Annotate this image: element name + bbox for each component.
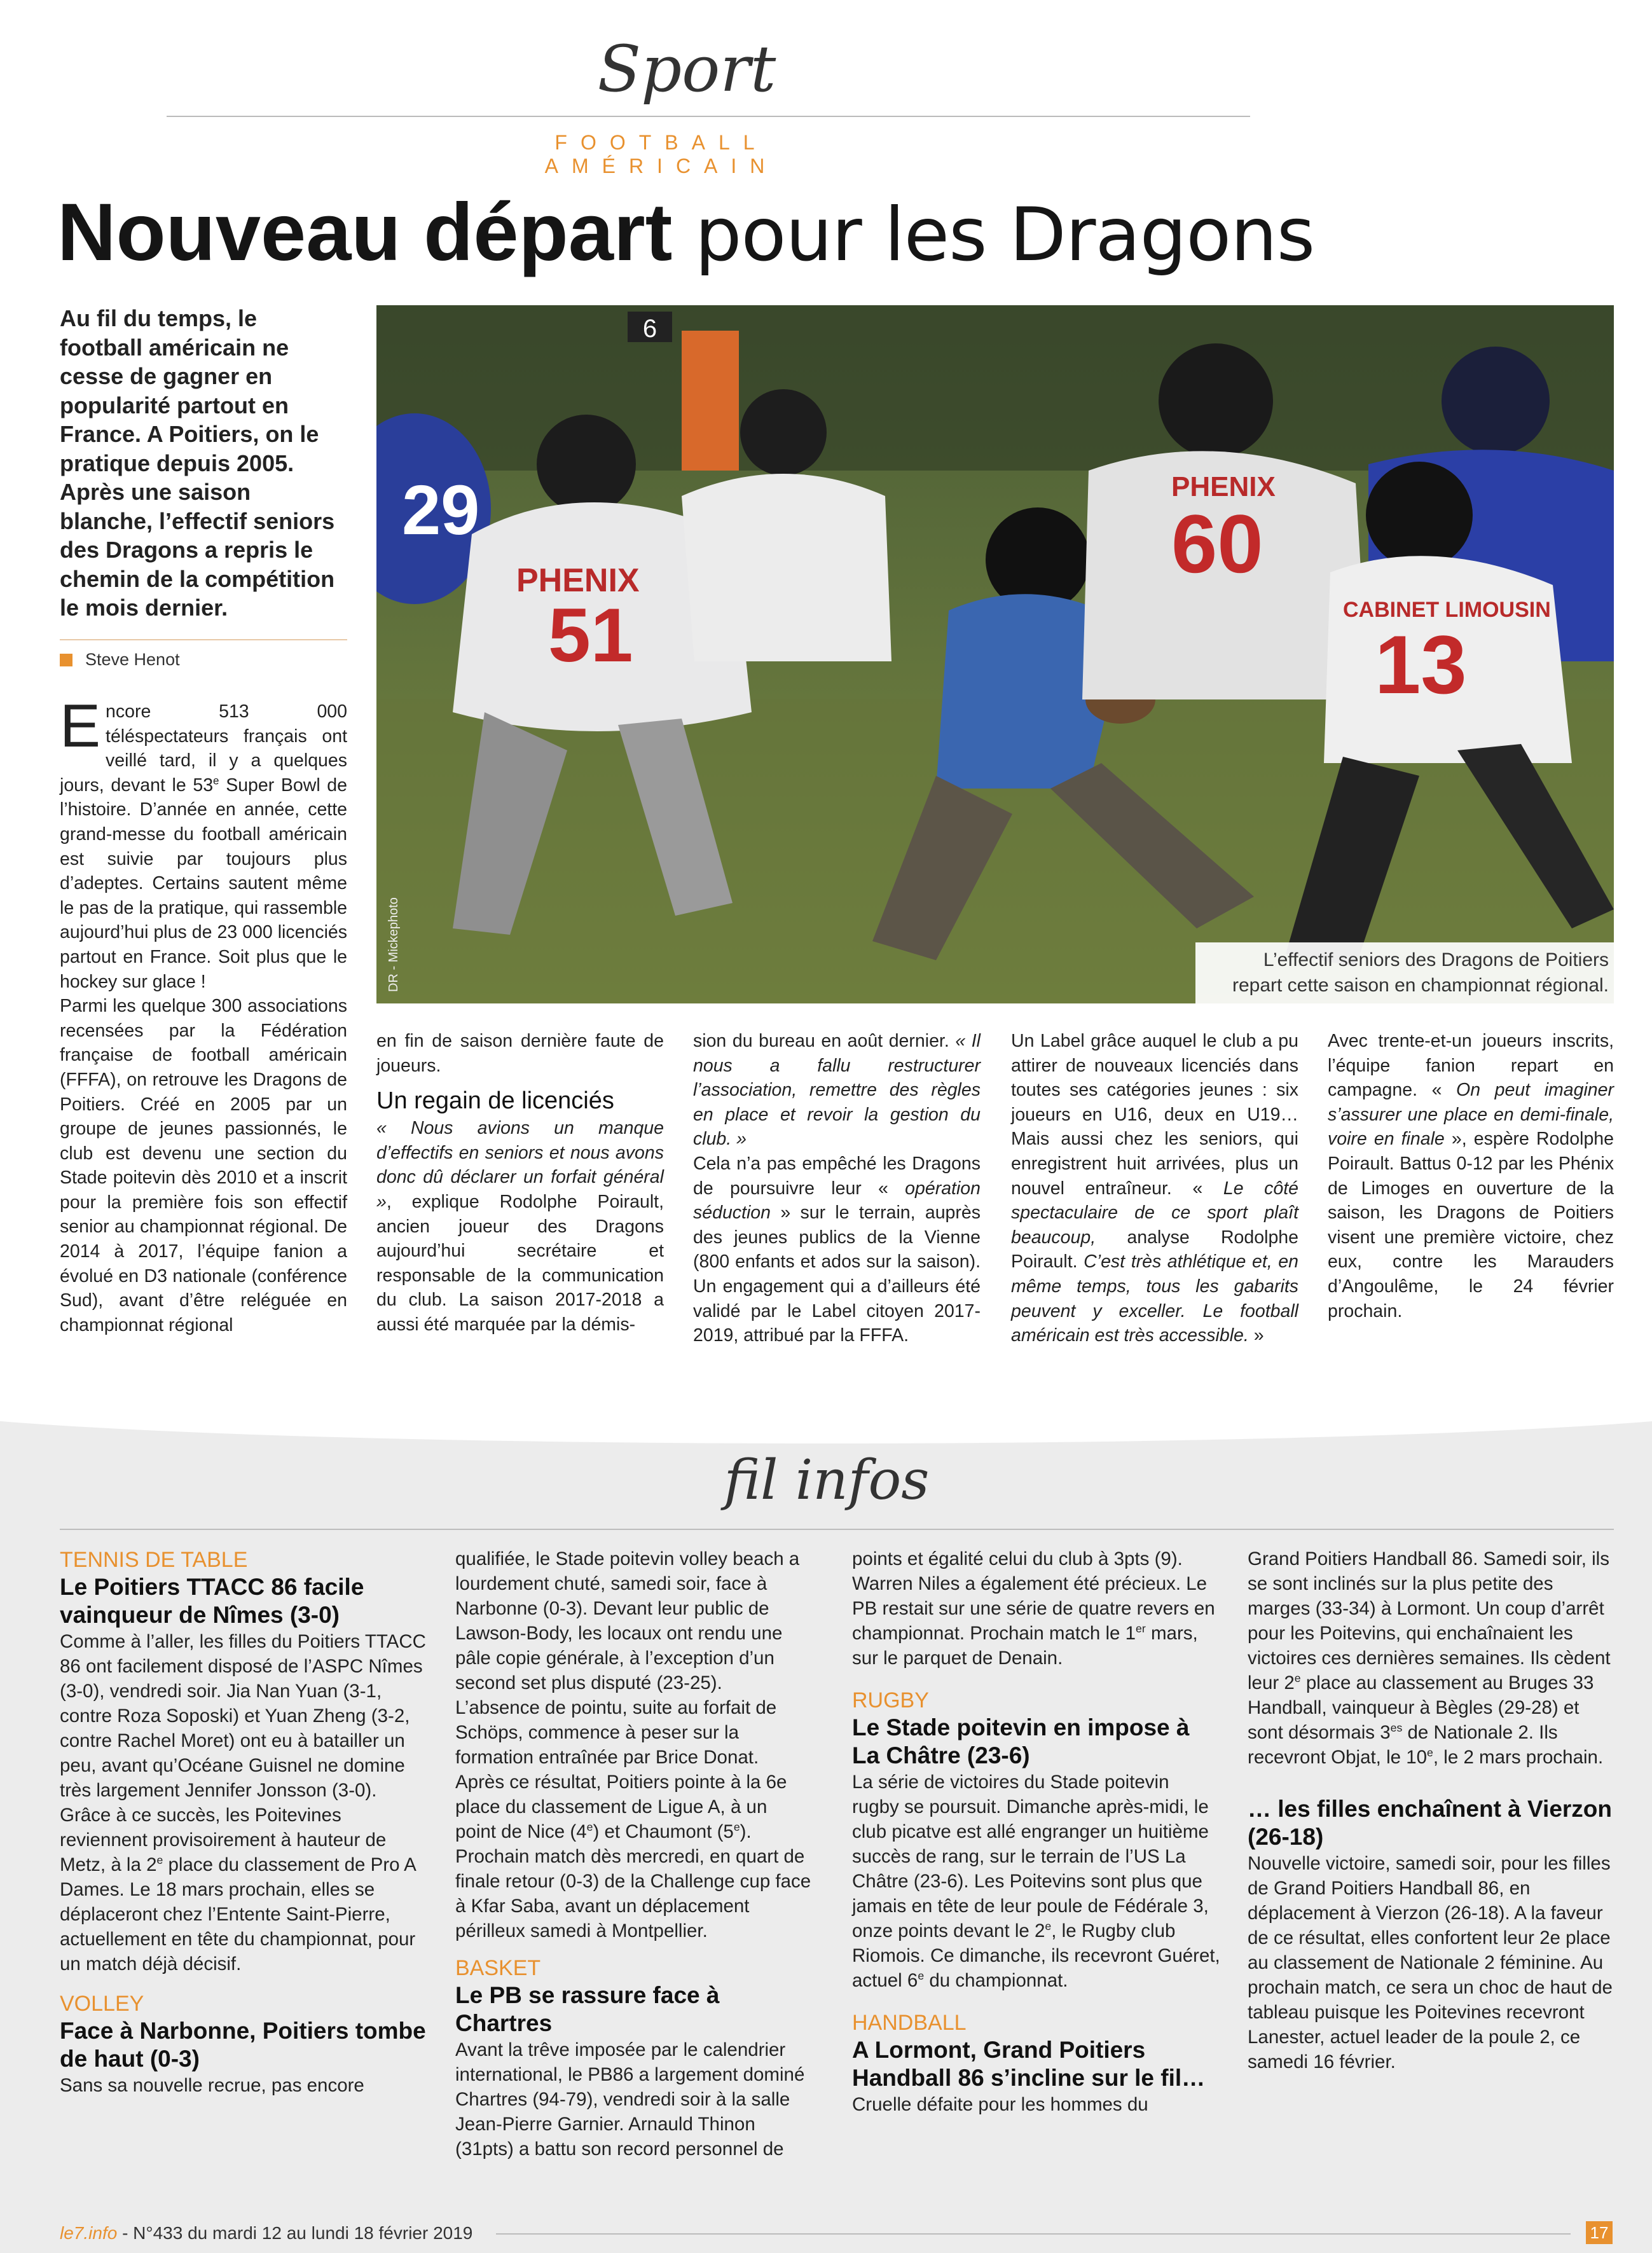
category-volley: VOLLEY: [60, 1992, 144, 2016]
category-handball: HANDBALL: [852, 2011, 967, 2035]
footer-issue: - N°433 du mardi 12 au lundi 18 février 2019: [117, 2223, 473, 2243]
author-byline: [60, 650, 347, 670]
article-photo: [376, 305, 1614, 1003]
rugby-title: Le Stade poitevin en impose à La Châtre (23-6): [852, 1714, 1190, 1768]
tennis-body-a: Comme à l’aller, les filles du Poitiers TTACC 86 ont facilement disposé de l’ASPC Nîmes (3-0), vendredi soir. Jia Nan Yuan (3-1, contre Roza Soposki) et Yuan Zheng (3-2, contre Rachel Moret) ont eu à batailler un peu, avant qu’Océane Guisnel ne domine très largement Jennifer Jonsson (3-0). Grâce à ce succès, les Poitevines reviennent provisoirement à hauteur de Metz, à la 2: [60, 1631, 426, 1875]
col1-text-c: Parmi les quelque 300 associations recensées par la Fédération française de football américain (FFFA), on retrouve les Dragons de Poitiers. Créé en 2005 par un groupe de jeunes passionnés, le club est devenu une section du Stade poitevin dès 2010 et a inscrit pour la première fois son effectif senior au championnat régional. De 2014 à 2017, l’équipe fanion a évolué en D3 nationale (conférence Sud), avant d’être reléguée en championnat régional: [60, 996, 347, 1335]
volley-title: Face à Narbonne, Poitiers tombe de haut (0-3): [60, 2018, 426, 2072]
category-rugby: RUGBY: [852, 1688, 929, 1712]
volley-body-c: ) et Chaumont (5: [593, 1821, 734, 1842]
basket-sup: er: [1136, 1622, 1146, 1636]
football-scene: [376, 305, 1614, 1003]
fil-column-2: [455, 1547, 811, 2161]
drop-cap: E: [60, 692, 101, 760]
volley-body-d: ). Prochain match dès mercredi, en quart de finale retour (0-3) de la Challenge cup face à Kfar Saba, avant un déplacement périlleux samedi à Montpellier.: [455, 1821, 811, 1941]
section-title: Sport: [597, 32, 776, 106]
category-tennis: TENNIS DE TABLE: [60, 1548, 248, 1572]
article-column-4: [1011, 1029, 1298, 1348]
col4-quote: Le côté spectaculaire de ce sport plaît beaucoup,: [1011, 1178, 1298, 1248]
col4-text-a: Un Label grâce auquel le club a pu attirer de nouveaux licenciés dans toutes ses catégories jeunes : six joueurs en U16, deux en U19… Mais aussi chez les seniors, qui enregistrent huit arrivées, plus un nouvel entraîneur. «: [1011, 1031, 1298, 1199]
col3-text-a: sion du bureau en août dernier.: [693, 1031, 956, 1051]
rugby-body-b: , le Rugby club Riomois. Ce dimanche, ils recevront Guéret, actuel 6: [852, 1920, 1220, 1991]
photo-credit: DR - Mickephoto: [387, 897, 401, 992]
header-rule: [167, 116, 1250, 117]
rugby-body-a: La série de victoires du Stade poitevin rugby se poursuit. Dimanche après-midi, le club picatve est allé engranger un huitième succès de rang, sur le terrain de l’US La Châtre (23-6). Les Poitevins sont plus que jamais en tête de leur poule de Fédérale 3, onze points devant le 2: [852, 1772, 1209, 1941]
fil-column-1: [60, 1547, 429, 2098]
fil-column-4: [1248, 1547, 1616, 2074]
handball-title: A Lormont, Grand Poitiers Handball 86 s’incline sur le fil…: [852, 2037, 1206, 2091]
page-number: 17: [1586, 2221, 1613, 2244]
col2-text-a: en fin de saison dernière faute de joueurs.: [376, 1031, 664, 1076]
col5-text-a: Avec trente-et-un joueurs inscrits, l’équipe fanion repart en campagne. «: [1328, 1031, 1614, 1101]
girls-title: … les filles enchaînent à Vierzon (26-18): [1248, 1796, 1613, 1850]
handball-body-e: , le 2 mars prochain.: [1433, 1747, 1604, 1768]
jersey-1-name: PHENIX: [516, 562, 640, 599]
jersey-2-number: 60: [1171, 497, 1263, 590]
byline-square-icon: [60, 654, 72, 666]
basket-body-a: Avant la trêve imposée par le calendrier international, le PB86 a largement dominé Chartres (94-79), vendredi soir à la salle Jean-Pierre Garnier. Arnauld Thinon (31pts) a battu son record personnel de: [455, 2039, 805, 2160]
col4-text-b: analyse Rodolphe Poirault.: [1011, 1227, 1298, 1272]
volley-sup-1: e: [586, 1821, 593, 1834]
fil-column-3: [852, 1547, 1221, 2117]
rugby-sup-1: e: [1045, 1920, 1052, 1933]
tennis-title: Le Poitiers TTACC 86 facile vainqueur de Nîmes (3-0): [60, 1574, 364, 1628]
col3-quote-2: opération séduction: [693, 1178, 981, 1223]
col1-text-b: Super Bowl de l’histoire. D’année en année, cette grand-messe du football américain est suivie par toujours plus d’adeptes. Certains sautent même le pas de la pratique, qui rassemble aujourd’hui plus de 23 000 licenciés partout en France. Soit plus que le hockey sur glace !: [60, 775, 347, 992]
footer-logo: le7.info: [60, 2223, 118, 2243]
jersey-3-name: CABINET LIMOUSIN: [1343, 598, 1551, 622]
basket-title: Le PB se rassure face à Chartres: [455, 1982, 720, 2036]
footer: [60, 2223, 472, 2243]
col2-text-b: , explique Rodolphe Poirault, ancien joueur des Dragons aujourd’hui secrétaire et responsable de la communication du club. La saison 2017-2018 a aussi été marquée par la démis-: [376, 1191, 664, 1335]
field-marker: 6: [642, 315, 657, 343]
col4-quote-2: C’est très athlétique et, en même temps, tous les gabarits peuvent y exceller. Le football américain est très accessible.: [1011, 1251, 1298, 1346]
col1-sup: e: [213, 775, 219, 787]
article-column-1: [60, 692, 347, 1337]
girls-body: Nouvelle victoire, samedi soir, pour les filles de Grand Poitiers Handball 86, en déplacement à Vierzon (26-18). A la faveur de ce résultat, elles confortent leur 2e place au classement de Nationale 2 féminine. Au prochain match, ce sera un choc de haut de tableau puisque les Poitevines recevront Lanester, actuel leader de la poule 2, ce samedi 16 février.: [1248, 1853, 1613, 2072]
col5-quote: On peut imaginer s’assurer une place en demi-finale, voire en finale: [1328, 1080, 1614, 1150]
jersey-1-number: 51: [548, 593, 633, 678]
col2-quote: « Nous avions un manque d’effectifs en seniors et nous avons donc dû déclarer un forfait général »: [376, 1118, 664, 1212]
article-column-2: [376, 1029, 664, 1337]
author-rule: [60, 639, 347, 640]
rugby-sup-2: e: [918, 1969, 925, 1983]
fil-infos-title: fil infos: [724, 1449, 930, 1512]
col3-text-c: » sur le terrain, auprès des jeunes publics de la Vienne (800 enfants et ados sur la saison). Un engagement qui a d’ailleurs été validé par le Label citoyen 2017-2019, attribué par la FFFA.: [693, 1202, 981, 1346]
handball-body-a: Cruelle défaite pour les hommes du: [852, 2094, 1148, 2115]
headline-bold: Nouveau départ: [57, 187, 673, 278]
handball-sup-3: e: [1427, 1746, 1433, 1760]
footer-rule: [496, 2233, 1571, 2235]
col3-quote: « Il nous a fallu restructurer l’association, remettre des règles en place et revoir la gestion du club. »: [693, 1031, 981, 1150]
photo-caption: [1202, 947, 1609, 998]
handball-body-d: de Nationale 2. Ils recevront Objat, le 10: [1248, 1722, 1558, 1768]
fil-infos-rule: [60, 1529, 1614, 1530]
article-column-3: [693, 1029, 981, 1348]
volley-body-a: Sans sa nouvelle recrue, pas encore: [60, 2075, 364, 2096]
caption-line-1: L’effectif seniors des Dragons de Poitiers: [1263, 949, 1609, 970]
basket-body-c: mars, sur le parquet de Denain.: [852, 1623, 1198, 1669]
handball-body-c: place au classement au Bruges 33 Handball, vainqueur à Bègles (29-28) et sont désormais 3: [1248, 1672, 1594, 1743]
volley-sup-2: e: [733, 1821, 740, 1834]
tennis-body-b: place du classement de Pro A Dames. Le 18 mars prochain, elles se déplaceront chez l’Entente Saint-Pierre, actuellement en tête du championnat, pour un match déjà décisif.: [60, 1854, 416, 1974]
article-column-5: [1328, 1029, 1614, 1323]
col1-text-a: ncore 513 000 téléspectateurs français ont veillé tard, il y a quelques jours, devant le 53: [60, 701, 347, 796]
subheading: Un regain de licenciés: [376, 1087, 614, 1115]
tennis-sup: e: [156, 1854, 163, 1867]
basket-body-b: points et égalité celui du club à 3pts (9). Warren Niles a également été précieux. Le PB restait sur une série de quatre revers en championnat. Prochain match le 1: [852, 1548, 1215, 1644]
handball-sup-1: e: [1294, 1672, 1301, 1685]
col5-text-b: », espère Rodolphe Poirault. Battus 0-12 par les Phénix de Limoges en ouverture de la saison, les Dragons de Poitiers visent une première victoire, chez eux, contre les Marauders d’Angoulême, le 24 février prochain.: [1328, 1129, 1614, 1321]
rugby-body-c: du championnat.: [924, 1970, 1068, 1991]
handball-body-b: Grand Poitiers Handball 86. Samedi soir, ils se sont inclinés sur la plus petite des marges (33-34) à Lormont. Un coup d’arrêt pour les Poitevins, qui enchaînaient les victoires ces dernières semaines. Ils cèdent leur 2: [1248, 1548, 1611, 1693]
caption-line-2: repart cette saison en championnat régional.: [1232, 975, 1609, 996]
author-name: Steve Henot: [85, 650, 180, 669]
headline-light: pour les Dragons: [694, 192, 1315, 278]
headline: [57, 186, 1315, 279]
fil-infos-curve: [0, 1354, 1652, 1443]
handball-sup-2: es: [1390, 1721, 1403, 1735]
volley-body-b: qualifiée, le Stade poitevin volley beach a lourdement chuté, samedi soir, face à Narbonne (0-3). Devant leur public de Lawson-Body, les locaux ont rendu une pâle copie générale, à l’exception d’un second set plus disputé (23-25). L’absence de pointu, suite au forfait de Schöps, commence à peser sur la formation entraînée par Brice Donat. Après ce résultat, Poitiers pointe à la 6e place du classement de Ligue A, à un point de Nice (4: [455, 1548, 800, 1842]
intro-text: Au fil du temps, le football américain ne cesse de gagner en popularité partout en France. A Poitiers, on le pratique depuis 2005. Après une saison blanche, l’effectif seniors des Dragons a repris le chemin de la compétition le mois dernier.: [60, 305, 335, 621]
jersey-3-number: 13: [1375, 618, 1467, 711]
col4-text-c: »: [1248, 1325, 1264, 1346]
jersey-2-name: PHENIX: [1171, 471, 1276, 502]
category-basket: BASKET: [455, 1956, 541, 1980]
col3-text-b: Cela n’a pas empêché les Dragons de poursuivre leur «: [693, 1153, 981, 1199]
rubric: FOOTBALL AMÉRICAIN: [544, 131, 778, 177]
jersey-number-29: 29: [402, 471, 480, 549]
